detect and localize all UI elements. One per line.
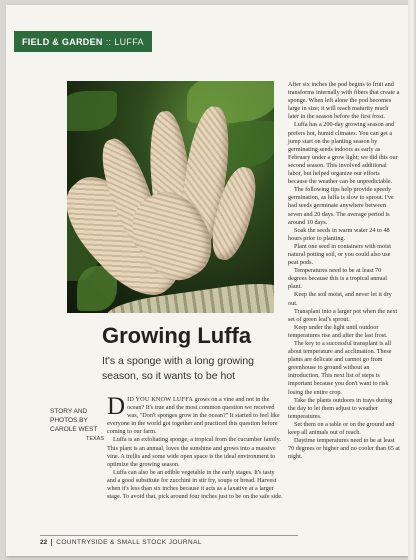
- body-paragraph: The key to a successful transplant is all about temperature and acclimation. These plants are delicate and cannot go from greenhouse to ground without an introduction. This next list of steps is important because you don't want to risk losing the entire crop.: [288, 340, 392, 396]
- body-paragraph: Plant one seed in containers with moist natural potting soil, or you could also use peat pods.: [288, 242, 391, 267]
- body-paragraph: [107, 393, 283, 436]
- body-paragraph: Luffa is an exfoliating sponge, a tropical from the cucumber family. This plant is an annual, loves the sunshine and grows into a massive vine. A trellis and some wide open space is the ideal environment to optimize the growing season.: [107, 436, 281, 468]
- magazine-page: [6, 5, 408, 556]
- body-paragraph: The following tips help provide speedy germination, as luffa is slow to sprout. I've had seeds germinate anywhere between seven and 20 days. The average period is around 10 days.: [288, 186, 394, 226]
- luffa-basket-photo: [67, 81, 274, 313]
- footer-divider: [51, 539, 52, 546]
- body-paragraph: Take the plants outdoors in trays during the day to let them adjust to weather temperatures.: [288, 396, 393, 420]
- drop-cap: D: [107, 393, 126, 420]
- page-footer: [40, 539, 340, 546]
- article-title: Growing Luffa: [102, 323, 252, 348]
- article-deck: It's a sponge with a long growing season, so it wants to be hot: [102, 355, 255, 382]
- body-paragraph: Luffa can also be an edible vegetable in the early stages. It's tasty and a good substitute for zucchini in stir fry, soups or bread. Harvest when it's less than six inches because it acts as a laxative at a larger stage. To avoid that, pick around four inches just to be on the safe side.: [107, 468, 283, 501]
- body-paragraph: Keep the soil moist, and never let it dry out.: [288, 291, 392, 307]
- body-paragraph: Transplant into a larger pot when the next set of green leaf's sprout.: [288, 307, 398, 323]
- subsection-label: LUFFA: [114, 36, 144, 47]
- byline-text: STORY AND PHOTOS BY CAROLE WEST: [50, 408, 98, 433]
- lead-paragraph-text: grows on a vine and not in the ocean? It's true and the most common question we received was, "Don't sponges grow in the ocean?" It started to feel like everyone in the world got together and practiced this question before coming to our farm.: [107, 396, 280, 436]
- next-page-edge: [408, 0, 416, 560]
- body-column-right: [288, 81, 400, 461]
- body-paragraph: Daytime temperatures need to be at least 70 degrees or higher and no cooler than 65 at night.: [288, 437, 400, 461]
- body-column-left: [107, 393, 283, 501]
- byline: [50, 407, 104, 444]
- section-header: [14, 31, 152, 52]
- body-paragraph: Luffa has a 200-day growing season and prefers hot, humid climates. You can get a jump start on the planting season by germinating seeds indoors as early as February under a grow light; we did this our second season. This involved additional labor, but helped organize our efforts because the weather can be unpredictable.: [288, 121, 398, 186]
- body-paragraph: Soak the seeds in warm water 24 to 48 hours prior to planting.: [288, 226, 390, 242]
- body-paragraph: Temperatures need to be at least 70 degrees because this is a tropical annual plant.: [288, 267, 387, 291]
- lead-in: ID YOU KNOW LUFFA: [127, 396, 194, 403]
- journal-name: COUNTRYSIDE & SMALL STOCK JOURNAL: [56, 539, 202, 546]
- byline-location: TEXAS: [85, 436, 104, 442]
- page-number: 22: [40, 539, 48, 546]
- section-label: FIELD & GARDEN: [22, 36, 103, 47]
- body-paragraph: Keep under the light until outdoor temperatures rise and after the last frost.: [288, 323, 388, 339]
- body-paragraph: Set them on a table or on the ground and keep all animals out of reach.: [288, 420, 395, 437]
- section-separator: ::: [105, 36, 112, 47]
- footer-rule: [40, 535, 298, 536]
- body-paragraph: After six inches the pod begins to fruit and transforms internally with fibers that create a sponge. When left alone the pod becomes large in size; it will reach maturity much later in the season before the first frost.: [288, 81, 400, 121]
